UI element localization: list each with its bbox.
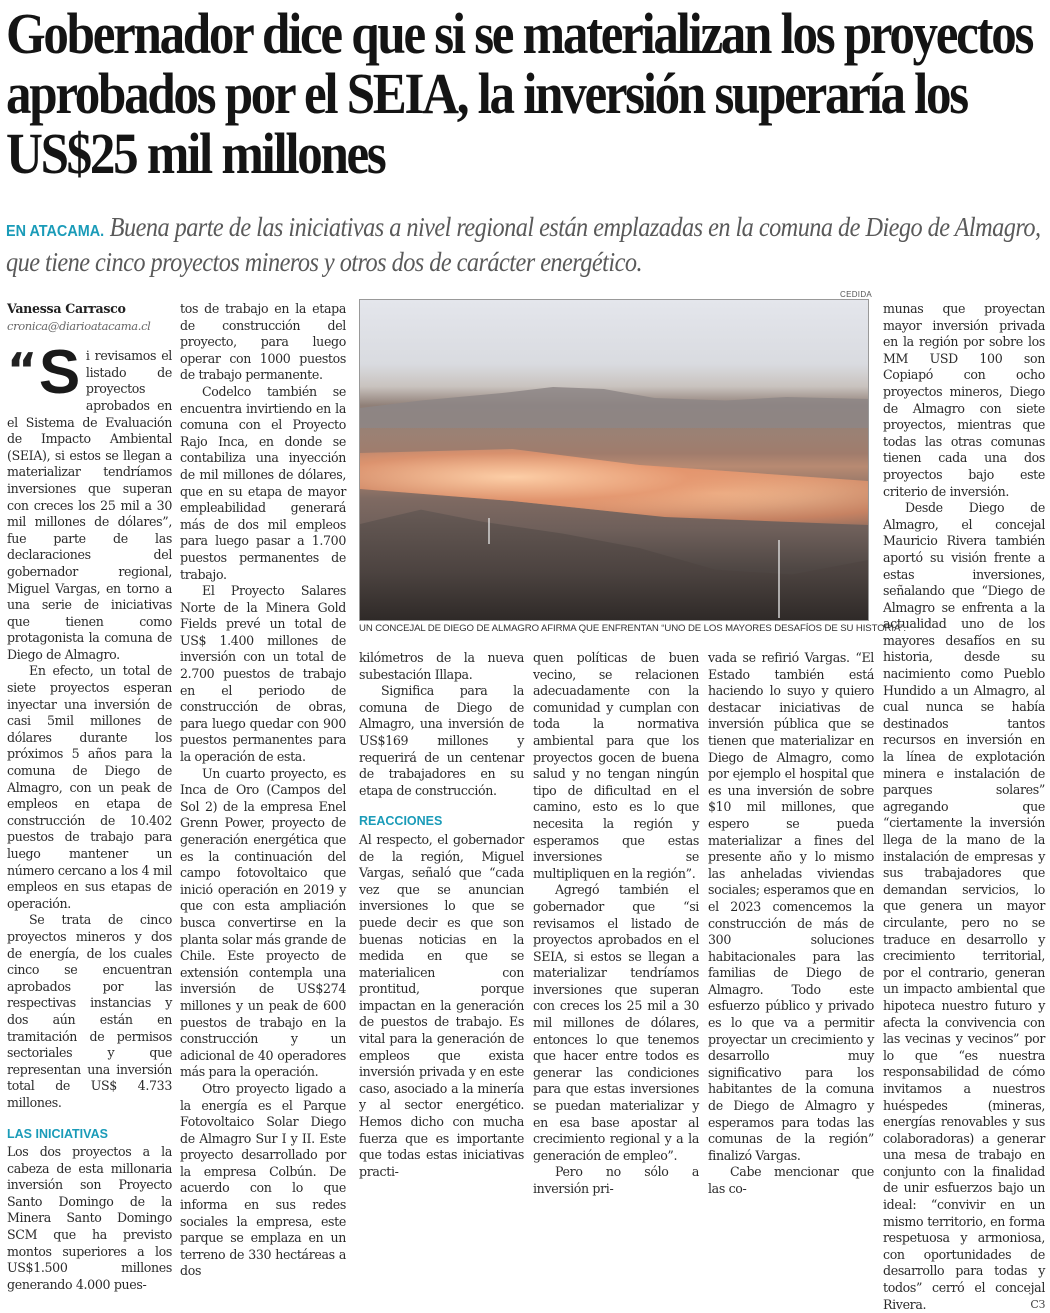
paragraph: Se trata de cinco proyectos mineros y dos de energía, de los cuales cinco se encuentran aprobados por las respectivas instancias y dos aún están en tramitación de permisos sectoriales y que representan una inversión total de US$ 4.733 millones. [7,912,172,1110]
paragraph: Los dos proyectos a la cabeza de esta millonaria inversión son Proyecto Santo Domingo de la Minera Santo Domingo SCM que ha previsto montos superiores a los US$1.500 millones generando 4.000 pues- [7,1144,172,1292]
paragraph: Codelco también se encuentra invirtiendo en la comuna con el Proyecto Rajo Inca, en donde se contabiliza una inyección de mil millones de dólares, que en su etapa de mayor empleabilidad generará más de dos mil empleos para luego pasar a 1.700 puestos permanentes de trabajo. [180,383,346,582]
column-2 [180,301,346,1280]
paragraph: Cabe mencionar que las co- [708,1164,874,1196]
paragraph: Pero no sólo a inversión pri- [533,1164,699,1196]
paragraph: Otro proyecto ligado a la energía es el Parque Fotovoltaico Solar Diego de Almagro Sur I y II. Este proyecto desarrollado por la empresa Colbún. De acuerdo con lo que informa en sus redes sociales la empresa, este parque se emplaza en un terreno de 330 hectáreas a dos [180,1080,346,1279]
subhead-reacciones: REACCIONES [359,814,443,829]
paragraph: quen políticas de buen vecino, se relacionen adecuadamente con la comunidad y cumplan con toda la normativa ambiental para que los proyectos gocen de buena salud y no tengan ningún tipo de dificultad en el camino, esto es lo que necesita la región y esperamos que estas inversiones se multipliquen en la región”. [533,650,699,881]
paragraph: En efecto, un total de siete proyectos esperan inyectar una inversión de casi 5mil millones de dólares durante los próximos 5 años para la comuna de Diego de Almagro, con un peak de empleos en etapa de construcción de 10.402 puestos de trabajo para luego mantener un número cercano a los 4 mil empleos en sus etapas de operación. [7,663,172,911]
paragraph: Al respecto, el gobernador de la región, Miguel Vargas, señaló que “cada vez que se anuncian inversiones lo que se puede decir es que son buenas noticias en la medida en que se materialicen con prontitud, porque impactan en la generación de puestos de trabajo. Es vital para la generación de empleos que exista inversión privada y en este caso, asociado a la minería y al sector energético. Hemos dicho con mucha fuerza que es importante que todas estas iniciativas practi- [359,831,524,1179]
photo-pole [488,518,490,544]
paragraph: Significa para la comuna de Diego de Almagro, una inversión de US$169 millones y requerirá de un centenar de trabajadores en su etapa de construcción. [359,683,524,798]
column-4 [533,650,699,1198]
deck-text: Buena parte de las iniciativas a nivel regional están emplazadas en la comuna de Diego de Almagro, que tiene cinco proyectos mineros y otros dos de carácter energético. [6,212,1041,277]
column-6 [883,301,1045,1313]
paragraph: El Proyecto Salares Norte de la Minera Gold Fields prevé un total de US$ 1.400 millones de inversión con un total de 2.700 puestos de trabajo en el periodo de construcción de obras, para luego quedar con 900 puestos permanentes para la operación de esta. [180,583,346,765]
paragraph: vada se refirió Vargas. “El Estado también está haciendo lo suyo y quiero destacar iniciativas de inversión pública que se tienen que materializar en Diego de Almagro, como por ejemplo el hospital que es una inversión de sobre $10 mil millones, que espero se pueda materializar a fines del presente año y lo mismo las anheladas viviendas sociales; esperamos que en el 2023 comencemos la construcción de más de 300 soluciones habitacionales para las familias de Diego de Almagro. Todo este esfuerzo público y privado es lo que va a permitir proyectar un crecimiento y desarrollo muy significativo para los habitantes de la comuna de Diego de Almagro y esperamos para todas las comunas de la región” finalizó Vargas. [708,650,874,1163]
dropcap: S [38,338,80,408]
article-photo [359,299,869,621]
paragraph: munas que proyectan mayor inversión privada en la región por sobre los MM USD 100 son Copiapó con ocho proyectos mineros, Diego de Almagro con siete proyectos, mientras que todas las otras comunas tienen cada una dos proyectos bajo este criterio de inversión. [883,301,1045,499]
photo-mountains [360,378,868,428]
open-quote-icon: “ [7,343,37,398]
deck [6,212,1041,278]
photo-caption: UN CONCEJAL DE DIEGO DE ALMAGRO AFIRMA QUE ENFRENTAN “UNO DE LOS MAYORES DESAFÍOS DE SU HISTORIA”. [359,623,906,634]
paragraph: kilómetros de la nueva subestación Illapa. [359,650,524,682]
column-1 [7,301,172,1293]
photo-credit: CEDIDA [840,290,873,299]
column-5 [708,650,874,1198]
column-3 [359,650,524,1180]
paragraph: Un cuarto proyecto, es Inca de Oro (Campos del Sol 2) de la empresa Enel Grenn Power, proyecto de generación energética que es la continuación del campo fotovoltaico que inició operación en 2019 y que con esta ampliación busca convertirse en la planta solar más grande de Chile. Este proyecto de extensión contempla una inversión de US$274 millones y un peak de 600 puestos de trabajo en la construcción y un adicional de 40 operadores más para la operación. [180,765,346,1080]
paragraph: tos de trabajo en la etapa de construcción del proyecto, para luego operar con 1000 puestos de trabajo permanente. [180,301,346,383]
paragraph: Agregó también el gobernador que “si revisamos el listado de proyectos aprobados en el SEIA, si estos se llegan a materializar tendríamos inversiones que superan con creces los 25 mil a 30 mil millones de dólares, entonces lo que tenemos que hacer entre todos es generar las condiciones para que estas inversiones se puedan materializar y en esa base apostar al crecimiento regional y a la generación de empleo”. [533,882,699,1163]
byline-email: cronica@diarioatacama.cl [7,318,151,333]
lead-paragraph: “ S i revisamos el listado de proyectos aprobados en el Sistema de Evaluación de Impacto Ambiental (SEIA), si estos se llegan a materializar tendríamos inversiones que superan con creces los 25 mil a 30 mil millones de dólares”, fue parte de las declaraciones del gobernador regional, Miguel Vargas, en torno a una serie de iniciativas que tienen como protagonista la comuna de Diego de Almagro. [7,338,172,662]
subhead-las-iniciativas: LAS INICIATIVAS [7,1126,108,1141]
end-mark-icon: CЗ [1030,1297,1045,1311]
paragraph: Desde Diego de Almagro, el concejal Mauricio Rivera también aportó su visión frente a estas inversiones, señalando que “Diego de Almagro se enfrenta a la actualidad uno de los mayores desafíos en su historia, desde su nacimiento como Pueblo Hundido a un Almagro, al cual nunca se había destinados tantos recursos en inversión en la línea de explotación minera e instalación de parques solares” agregando que “ciertamente la inversión llega de la mano de la instalación de empresas y sus trabajadores que demandan servicios, lo que genera un mayor circulante, pero no se traduce en desarrollo y crecimiento territorial, por el contrario, generan un impacto ambiental que hipoteca nuestro futuro y afecta la convivencia con las vecinas y vecinos” por lo que “es nuestra responsabilidad de cómo invitamos a nuestros huéspedes (mineras, energías renovables y sus colaboradoras) a generar una mesa de trabajo en conjunto con la finalidad de unir esfuerzos bajo un ideal: “convivir en un mismo territorio, en forma respetuosa y armoniosa, con oportunidades de desarrollo para todas y todos” cerró el concejal Rivera. CЗ [883,500,1045,1312]
deck-kicker: EN ATACAMA. [6,223,105,240]
byline-author: Vanessa Carrasco [7,301,126,316]
photo-pole [778,540,780,618]
headline: Gobernador dice que si se materializan los proyectos aprobados por el SEIA, la inversión superaría los US$25 mil millones [6,1,1033,186]
